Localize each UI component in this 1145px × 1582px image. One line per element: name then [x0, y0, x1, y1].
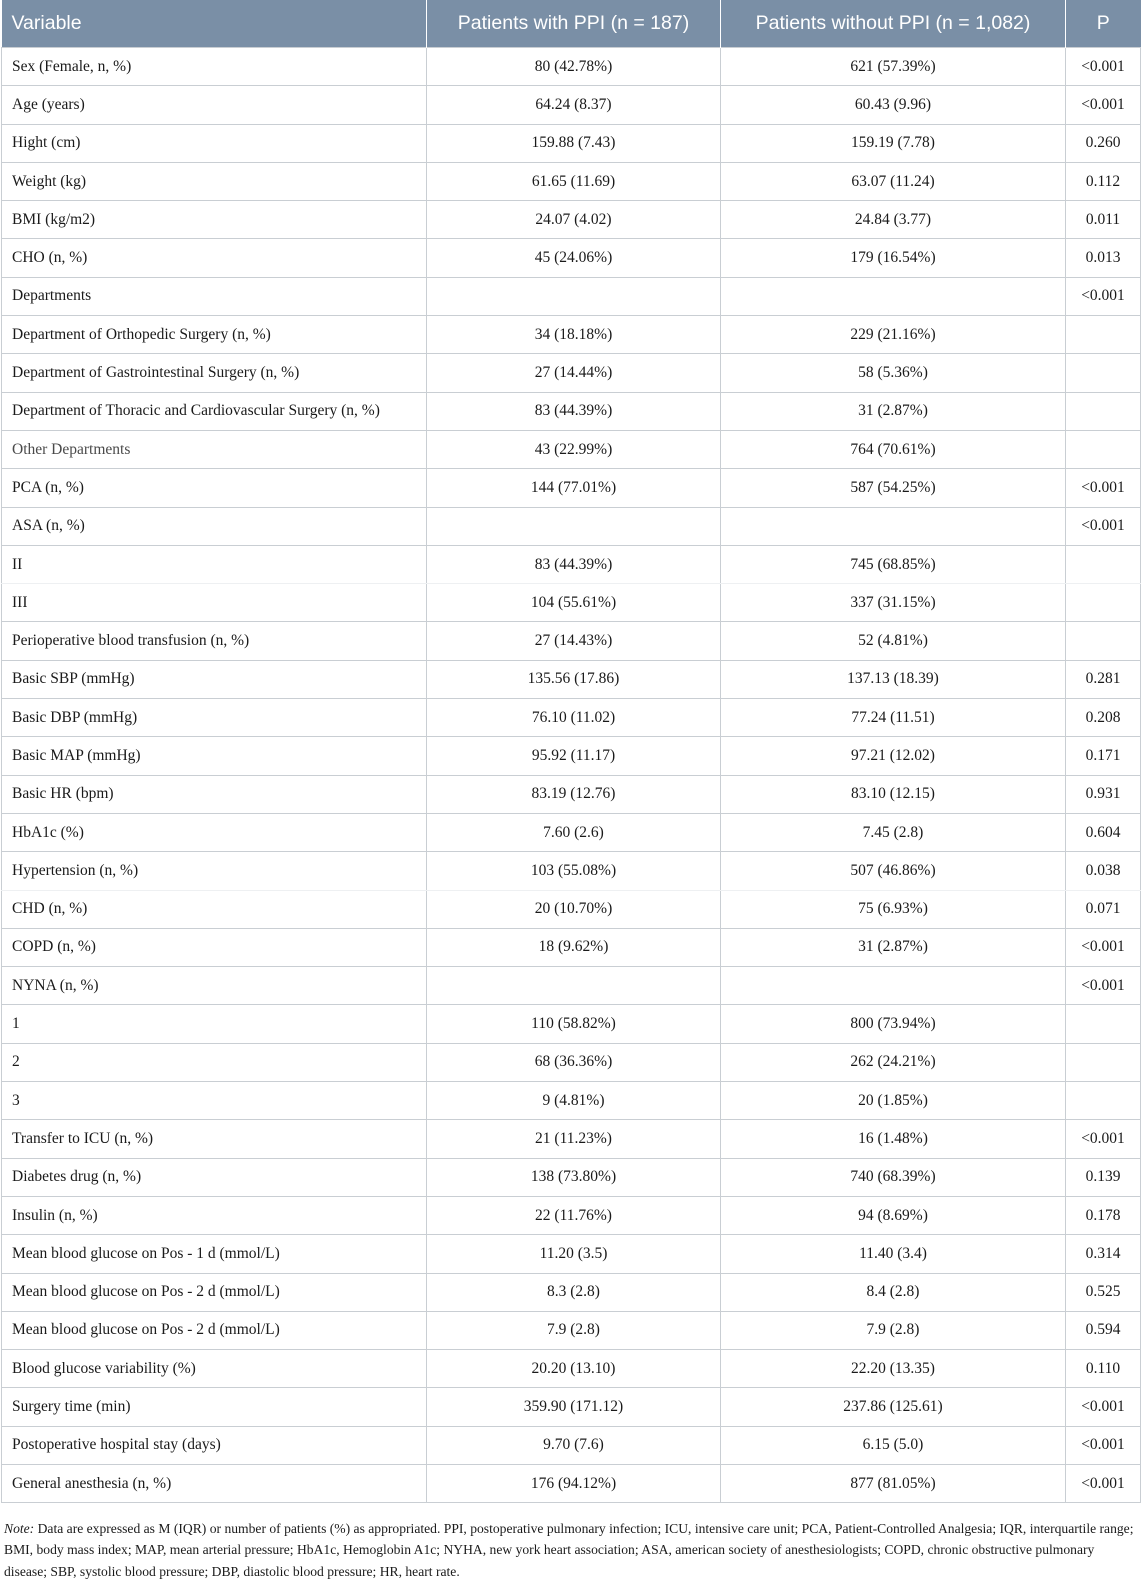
- cell-p-value: [1066, 354, 1141, 392]
- cell-without-ppi: 800 (73.94%): [721, 1005, 1066, 1043]
- cell-with-ppi: 359.90 (171.12): [427, 1388, 721, 1426]
- cell-without-ppi: 587 (54.25%): [721, 469, 1066, 507]
- table-row: [2, 201, 1141, 239]
- cell-p-value: <0.001: [1066, 48, 1141, 86]
- cell-with-ppi: [427, 277, 721, 315]
- table-row: [2, 1464, 1141, 1502]
- cell-without-ppi: 97.21 (12.02): [721, 737, 1066, 775]
- cell-without-ppi: 7.9 (2.8): [721, 1311, 1066, 1349]
- table-row: [2, 48, 1141, 86]
- cell-p-value: 0.594: [1066, 1311, 1141, 1349]
- cell-variable: Departments: [2, 277, 427, 315]
- cell-without-ppi: 24.84 (3.77): [721, 201, 1066, 239]
- cell-p-value: [1066, 430, 1141, 468]
- header-without-ppi: Patients without PPI (n = 1,082): [721, 0, 1066, 48]
- table-row: [2, 1082, 1141, 1120]
- table-row: [2, 1158, 1141, 1196]
- cell-p-value: <0.001: [1066, 1388, 1141, 1426]
- cell-p-value: 0.112: [1066, 162, 1141, 200]
- cell-variable: Age (years): [2, 86, 427, 124]
- table-body: [2, 48, 1141, 1503]
- cell-p-value: 0.314: [1066, 1235, 1141, 1273]
- cell-p-value: <0.001: [1066, 1464, 1141, 1502]
- cell-without-ppi: 159.19 (7.78): [721, 124, 1066, 162]
- table-row: [2, 392, 1141, 430]
- cell-p-value: <0.001: [1066, 507, 1141, 545]
- cell-with-ppi: 9 (4.81%): [427, 1082, 721, 1120]
- table-row: [2, 1311, 1141, 1349]
- cell-with-ppi: 83 (44.39%): [427, 392, 721, 430]
- cell-with-ppi: 80 (42.78%): [427, 48, 721, 86]
- cell-variable: Hight (cm): [2, 124, 427, 162]
- cell-p-value: <0.001: [1066, 277, 1141, 315]
- cell-with-ppi: 20.20 (13.10): [427, 1350, 721, 1388]
- cell-variable: Department of Orthopedic Surgery (n, %): [2, 316, 427, 354]
- table-row: [2, 277, 1141, 315]
- cell-p-value: 0.071: [1066, 890, 1141, 928]
- cell-variable: 1: [2, 1005, 427, 1043]
- cell-with-ppi: 135.56 (17.86): [427, 660, 721, 698]
- cell-variable: II: [2, 545, 427, 583]
- table-row: [2, 469, 1141, 507]
- cell-variable: COPD (n, %): [2, 928, 427, 966]
- cell-p-value: 0.208: [1066, 699, 1141, 737]
- cell-without-ppi: 621 (57.39%): [721, 48, 1066, 86]
- cell-without-ppi: 60.43 (9.96): [721, 86, 1066, 124]
- cell-p-value: <0.001: [1066, 86, 1141, 124]
- table-row: [2, 699, 1141, 737]
- cell-variable: Blood glucose variability (%): [2, 1350, 427, 1388]
- cell-without-ppi: 94 (8.69%): [721, 1196, 1066, 1234]
- cell-variable: Mean blood glucose on Pos - 2 d (mmol/L): [2, 1273, 427, 1311]
- header-row: [2, 0, 1141, 48]
- cell-variable: Postoperative hospital stay (days): [2, 1426, 427, 1464]
- cell-variable: CHO (n, %): [2, 239, 427, 277]
- table-row: [2, 928, 1141, 966]
- table-row: [2, 813, 1141, 851]
- cell-p-value: 0.171: [1066, 737, 1141, 775]
- cell-p-value: <0.001: [1066, 469, 1141, 507]
- cell-p-value: [1066, 1005, 1141, 1043]
- cell-variable: BMI (kg/m2): [2, 201, 427, 239]
- cell-variable: HbA1c (%): [2, 813, 427, 851]
- table-row: [2, 316, 1141, 354]
- cell-p-value: 0.604: [1066, 813, 1141, 851]
- cell-with-ppi: 7.60 (2.6): [427, 813, 721, 851]
- table-row: [2, 545, 1141, 583]
- cell-without-ppi: 83.10 (12.15): [721, 775, 1066, 813]
- cell-variable: 3: [2, 1082, 427, 1120]
- table-row: [2, 507, 1141, 545]
- cell-without-ppi: 229 (21.16%): [721, 316, 1066, 354]
- table-row: [2, 1005, 1141, 1043]
- cell-variable: Transfer to ICU (n, %): [2, 1120, 427, 1158]
- table-row: [2, 852, 1141, 890]
- table-row: [2, 354, 1141, 392]
- cell-with-ppi: 24.07 (4.02): [427, 201, 721, 239]
- cell-variable: Basic MAP (mmHg): [2, 737, 427, 775]
- cell-without-ppi: 11.40 (3.4): [721, 1235, 1066, 1273]
- cell-variable: Basic SBP (mmHg): [2, 660, 427, 698]
- table-row: [2, 737, 1141, 775]
- cell-p-value: [1066, 622, 1141, 660]
- table-row: [2, 1043, 1141, 1081]
- table-row: [2, 1388, 1141, 1426]
- cell-with-ppi: 103 (55.08%): [427, 852, 721, 890]
- table-row: [2, 239, 1141, 277]
- cell-variable: Sex (Female, n, %): [2, 48, 427, 86]
- cell-without-ppi: 745 (68.85%): [721, 545, 1066, 583]
- table-row: [2, 1120, 1141, 1158]
- cell-variable: Basic DBP (mmHg): [2, 699, 427, 737]
- cell-p-value: 0.110: [1066, 1350, 1141, 1388]
- table-note: [4, 1518, 1136, 1582]
- cell-p-value: 0.281: [1066, 660, 1141, 698]
- cell-without-ppi: 740 (68.39%): [721, 1158, 1066, 1196]
- cell-without-ppi: 31 (2.87%): [721, 928, 1066, 966]
- table-header: [2, 0, 1141, 48]
- cell-p-value: [1066, 1043, 1141, 1081]
- table-row: [2, 622, 1141, 660]
- cell-with-ppi: 34 (18.18%): [427, 316, 721, 354]
- cell-without-ppi: [721, 507, 1066, 545]
- cell-variable: CHD (n, %): [2, 890, 427, 928]
- cell-without-ppi: 8.4 (2.8): [721, 1273, 1066, 1311]
- cell-variable: Weight (kg): [2, 162, 427, 200]
- table-row: [2, 124, 1141, 162]
- cell-with-ppi: 144 (77.01%): [427, 469, 721, 507]
- characteristics-table: [1, 0, 1141, 1503]
- cell-variable: Basic HR (bpm): [2, 775, 427, 813]
- cell-without-ppi: 58 (5.36%): [721, 354, 1066, 392]
- table-row: [2, 162, 1141, 200]
- cell-without-ppi: 137.13 (18.39): [721, 660, 1066, 698]
- cell-variable: PCA (n, %): [2, 469, 427, 507]
- cell-without-ppi: 22.20 (13.35): [721, 1350, 1066, 1388]
- cell-variable: Perioperative blood transfusion (n, %): [2, 622, 427, 660]
- cell-variable: Mean blood glucose on Pos - 1 d (mmol/L): [2, 1235, 427, 1273]
- note-label: Note:: [4, 1520, 35, 1536]
- cell-without-ppi: 764 (70.61%): [721, 430, 1066, 468]
- cell-without-ppi: 6.15 (5.0): [721, 1426, 1066, 1464]
- cell-with-ppi: 20 (10.70%): [427, 890, 721, 928]
- cell-variable: Department of Thoracic and Cardiovascular Surgery (n, %): [2, 392, 427, 430]
- header-variable: Variable: [2, 0, 427, 48]
- cell-without-ppi: 20 (1.85%): [721, 1082, 1066, 1120]
- cell-with-ppi: 45 (24.06%): [427, 239, 721, 277]
- note-text: Data are expressed as M (IQR) or number of patients (%) as appropriated. PPI, postoperative pulmonary infection; ICU, intensive care unit; PCA, Patient-Controlled Analgesia; IQR, interquartile range; BMI, body mass index; MAP, mean arterial pressure; HbA1c, Hemoglobin A1c; NYHA, new york heart association; ASA, american society of anesthesiologists; COPD, chronic obstructive pulmonary disease; SBP, systolic blood pressure; DBP, diastolic blood pressure; HR, heart rate.: [4, 1520, 1134, 1579]
- cell-with-ppi: 27 (14.43%): [427, 622, 721, 660]
- cell-p-value: 0.139: [1066, 1158, 1141, 1196]
- cell-without-ppi: 237.86 (125.61): [721, 1388, 1066, 1426]
- cell-variable: Hypertension (n, %): [2, 852, 427, 890]
- cell-without-ppi: 877 (81.05%): [721, 1464, 1066, 1502]
- cell-p-value: [1066, 545, 1141, 583]
- cell-variable: NYNA (n, %): [2, 967, 427, 1005]
- table-row: [2, 1426, 1141, 1464]
- cell-with-ppi: 18 (9.62%): [427, 928, 721, 966]
- table-row: [2, 430, 1141, 468]
- cell-p-value: <0.001: [1066, 928, 1141, 966]
- cell-p-value: 0.038: [1066, 852, 1141, 890]
- cell-without-ppi: [721, 277, 1066, 315]
- cell-with-ppi: 9.70 (7.6): [427, 1426, 721, 1464]
- cell-p-value: [1066, 584, 1141, 622]
- cell-variable: III: [2, 584, 427, 622]
- cell-with-ppi: 8.3 (2.8): [427, 1273, 721, 1311]
- cell-with-ppi: 138 (73.80%): [427, 1158, 721, 1196]
- cell-p-value: 0.525: [1066, 1273, 1141, 1311]
- cell-with-ppi: 11.20 (3.5): [427, 1235, 721, 1273]
- cell-without-ppi: 337 (31.15%): [721, 584, 1066, 622]
- cell-with-ppi: 64.24 (8.37): [427, 86, 721, 124]
- cell-without-ppi: 31 (2.87%): [721, 392, 1066, 430]
- cell-with-ppi: 7.9 (2.8): [427, 1311, 721, 1349]
- cell-with-ppi: [427, 967, 721, 1005]
- cell-without-ppi: 16 (1.48%): [721, 1120, 1066, 1158]
- table-row: [2, 584, 1141, 622]
- cell-with-ppi: 104 (55.61%): [427, 584, 721, 622]
- cell-p-value: 0.931: [1066, 775, 1141, 813]
- cell-variable: ASA (n, %): [2, 507, 427, 545]
- cell-without-ppi: 75 (6.93%): [721, 890, 1066, 928]
- table-row: [2, 86, 1141, 124]
- cell-with-ppi: 68 (36.36%): [427, 1043, 721, 1081]
- cell-variable: Diabetes drug (n, %): [2, 1158, 427, 1196]
- cell-variable: General anesthesia (n, %): [2, 1464, 427, 1502]
- cell-without-ppi: 262 (24.21%): [721, 1043, 1066, 1081]
- cell-with-ppi: 83.19 (12.76): [427, 775, 721, 813]
- cell-with-ppi: 83 (44.39%): [427, 545, 721, 583]
- cell-variable: Mean blood glucose on Pos - 2 d (mmol/L): [2, 1311, 427, 1349]
- cell-p-value: 0.013: [1066, 239, 1141, 277]
- cell-variable: Insulin (n, %): [2, 1196, 427, 1234]
- cell-p-value: 0.011: [1066, 201, 1141, 239]
- table-row: [2, 775, 1141, 813]
- table-row: [2, 1235, 1141, 1273]
- cell-p-value: [1066, 392, 1141, 430]
- table-row: [2, 967, 1141, 1005]
- table-row: [2, 1196, 1141, 1234]
- header-with-ppi: Patients with PPI (n = 187): [427, 0, 721, 48]
- cell-with-ppi: 110 (58.82%): [427, 1005, 721, 1043]
- cell-p-value: 0.178: [1066, 1196, 1141, 1234]
- table-row: [2, 890, 1141, 928]
- cell-without-ppi: 179 (16.54%): [721, 239, 1066, 277]
- cell-without-ppi: [721, 967, 1066, 1005]
- cell-without-ppi: 63.07 (11.24): [721, 162, 1066, 200]
- cell-variable: 2: [2, 1043, 427, 1081]
- cell-p-value: <0.001: [1066, 1120, 1141, 1158]
- cell-without-ppi: 52 (4.81%): [721, 622, 1066, 660]
- cell-with-ppi: [427, 507, 721, 545]
- cell-without-ppi: 77.24 (11.51): [721, 699, 1066, 737]
- cell-with-ppi: 95.92 (11.17): [427, 737, 721, 775]
- cell-variable: Other Departments: [2, 430, 427, 468]
- cell-with-ppi: 43 (22.99%): [427, 430, 721, 468]
- table-row: [2, 1273, 1141, 1311]
- cell-with-ppi: 76.10 (11.02): [427, 699, 721, 737]
- cell-p-value: <0.001: [1066, 967, 1141, 1005]
- cell-variable: Surgery time (min): [2, 1388, 427, 1426]
- cell-with-ppi: 21 (11.23%): [427, 1120, 721, 1158]
- cell-with-ppi: 27 (14.44%): [427, 354, 721, 392]
- cell-with-ppi: 159.88 (7.43): [427, 124, 721, 162]
- header-p-value: P: [1066, 0, 1141, 48]
- cell-p-value: <0.001: [1066, 1426, 1141, 1464]
- cell-with-ppi: 176 (94.12%): [427, 1464, 721, 1502]
- cell-without-ppi: 507 (46.86%): [721, 852, 1066, 890]
- cell-without-ppi: 7.45 (2.8): [721, 813, 1066, 851]
- table-row: [2, 660, 1141, 698]
- cell-p-value: [1066, 1082, 1141, 1120]
- cell-with-ppi: 61.65 (11.69): [427, 162, 721, 200]
- table-row: [2, 1350, 1141, 1388]
- cell-p-value: 0.260: [1066, 124, 1141, 162]
- cell-p-value: [1066, 316, 1141, 354]
- cell-with-ppi: 22 (11.76%): [427, 1196, 721, 1234]
- cell-variable: Department of Gastrointestinal Surgery (n, %): [2, 354, 427, 392]
